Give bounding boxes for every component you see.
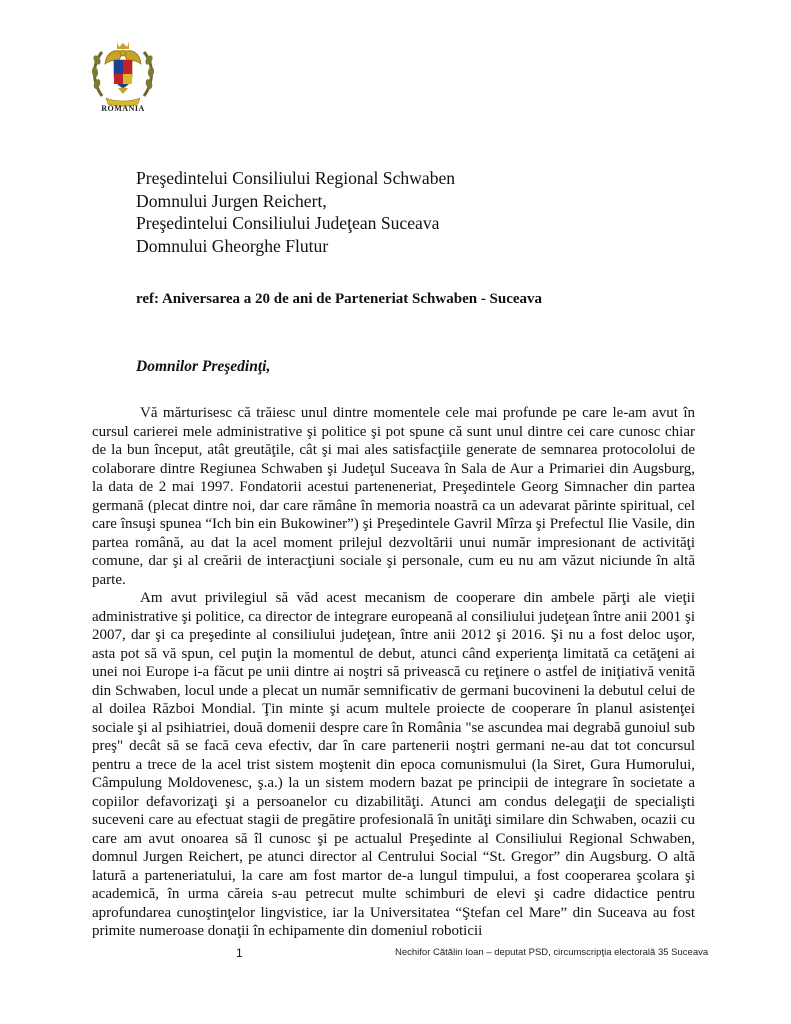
- body-paragraph: Am avut privilegiul să văd acest mecanism de cooperare din ambele părţi ale vieţii administrative şi politice, ca director de integrare europeană al consiliului judeţean între anii 2001 şi 2007, dar şi ca preşedinte al consiliului judeţean, între anii 2012 şi 2016. Şi nu a fost deloc uşor, asta pot să vă spun, cel puţin la momentul de debut, atunci când experienţa limitată ca cetăţeni ai unei noi Europe i-a făcut pe unii dintre ai noştri să privească cu reţinere o astfel de iniţiativă venită din Schwaben, locul unde a plecat un număr semnificativ de germani bucovineni la debutul celui de al doilea Război Mondial. Ţin minte şi acum multele proiecte de cooperare în planul asistenţei sociale şi al psihiatriei, două domenii despre care în România "se ascundea mai degrabă gunoiul sub preş" decât să se facă ceva efectiv, dar în care partenerii noştri germani ne-au dat tot concursul pentru a trece de la acel trist sistem moştenit din epoca comunismului (la Siret, Gura Humorului, Câmpulung Moldovenesc, ş.a.) la un sistem modern bazat pe principii de integrare în societate a copiilor defavorizaţi şi a persoanelor cu dizabilităţi. Atunci am condus delegaţii de specialişti suceveni care au efectuat stagii de pregătire profesională în unităţi similare din Schwaben, ocazii cu care am avut onoarea să îl cunosc şi pe actualul Preşedinte al Consiliului Regional Schwaben, domnul Jurgen Reichert, pe atunci director al Centrului Social “St. Gregor” din Augsburg. O altă latură a parteneriatului, la care am fost martor de-a lungul timpului, a fost cooperarea şcolara şi academică, în urma căreia s-au petrecut multe schimburi de elevi şi cadre didactice pentru aprofundarea cunoştinţelor lingvistice, iar la Universitatea “Ştefan cel Mare” din Suceava au fost primite numeroase donaţii în echipamente din domeniul roboticii: [92, 590, 695, 939]
- page-number: 1: [236, 946, 243, 960]
- crest-caption: ROMANIA: [101, 104, 145, 113]
- recipients-block: [136, 167, 455, 257]
- salutation: Domnilor Preşedinţi,: [136, 358, 271, 375]
- body-paragraph: Vă mărturisesc că trăiesc unul dintre momentele cele mai profunde pe care le-am avut în cursul carierei mele administrative şi politice şi pot spune că sunt unul dintre cei care cunosc chiar de la bun început, atât greutăţile, cât şi mai ales satisfacţiile generate de semnarea protocololui de colaborare dintre Regiunea Schwaben şi Judeţul Suceava în Sala de Aur a Primariei din Augsburg, la data de 2 mai 1997. Fondatorii acestui parteneneriat, Preşedintele Georg Simnacher din partea germană (plecat dintre noi, dar care rămâne în memoria noastră ca un adevarat părinte spiritual, cel care însuşi spunea “Ich bin ein Bukowiner”) şi Preşedintele Gavril Mîrza şi Prefectul Ilie Vasile, din partea română, au dat la acel moment prilejul dezvoltării unui număr impresionant de activităţi comune, dar şi al creării de interacţiuni sociale şi personale, cum eu nu am văzut niciunde în altă parte.: [92, 405, 695, 588]
- footer-note: Nechifor Cătălin Ioan – deputat PSD, circumscripţia electorală 35 Suceava: [395, 947, 709, 958]
- reference-line: ref: Aniversarea a 20 de ani de Parteneriat Schwaben - Suceava: [136, 291, 543, 307]
- recipient-line: Preşedintelui Consiliului Judeţean Suceava: [136, 213, 440, 233]
- recipient-line: Domnului Jurgen Reichert,: [136, 190, 327, 211]
- letter-body: [92, 404, 695, 941]
- coat-of-arms-icon: [88, 38, 158, 108]
- recipient-line: Domnului Gheorghe Flutur: [136, 235, 329, 256]
- recipient-line: Preşedintelui Consiliului Regional Schwaben: [136, 168, 456, 188]
